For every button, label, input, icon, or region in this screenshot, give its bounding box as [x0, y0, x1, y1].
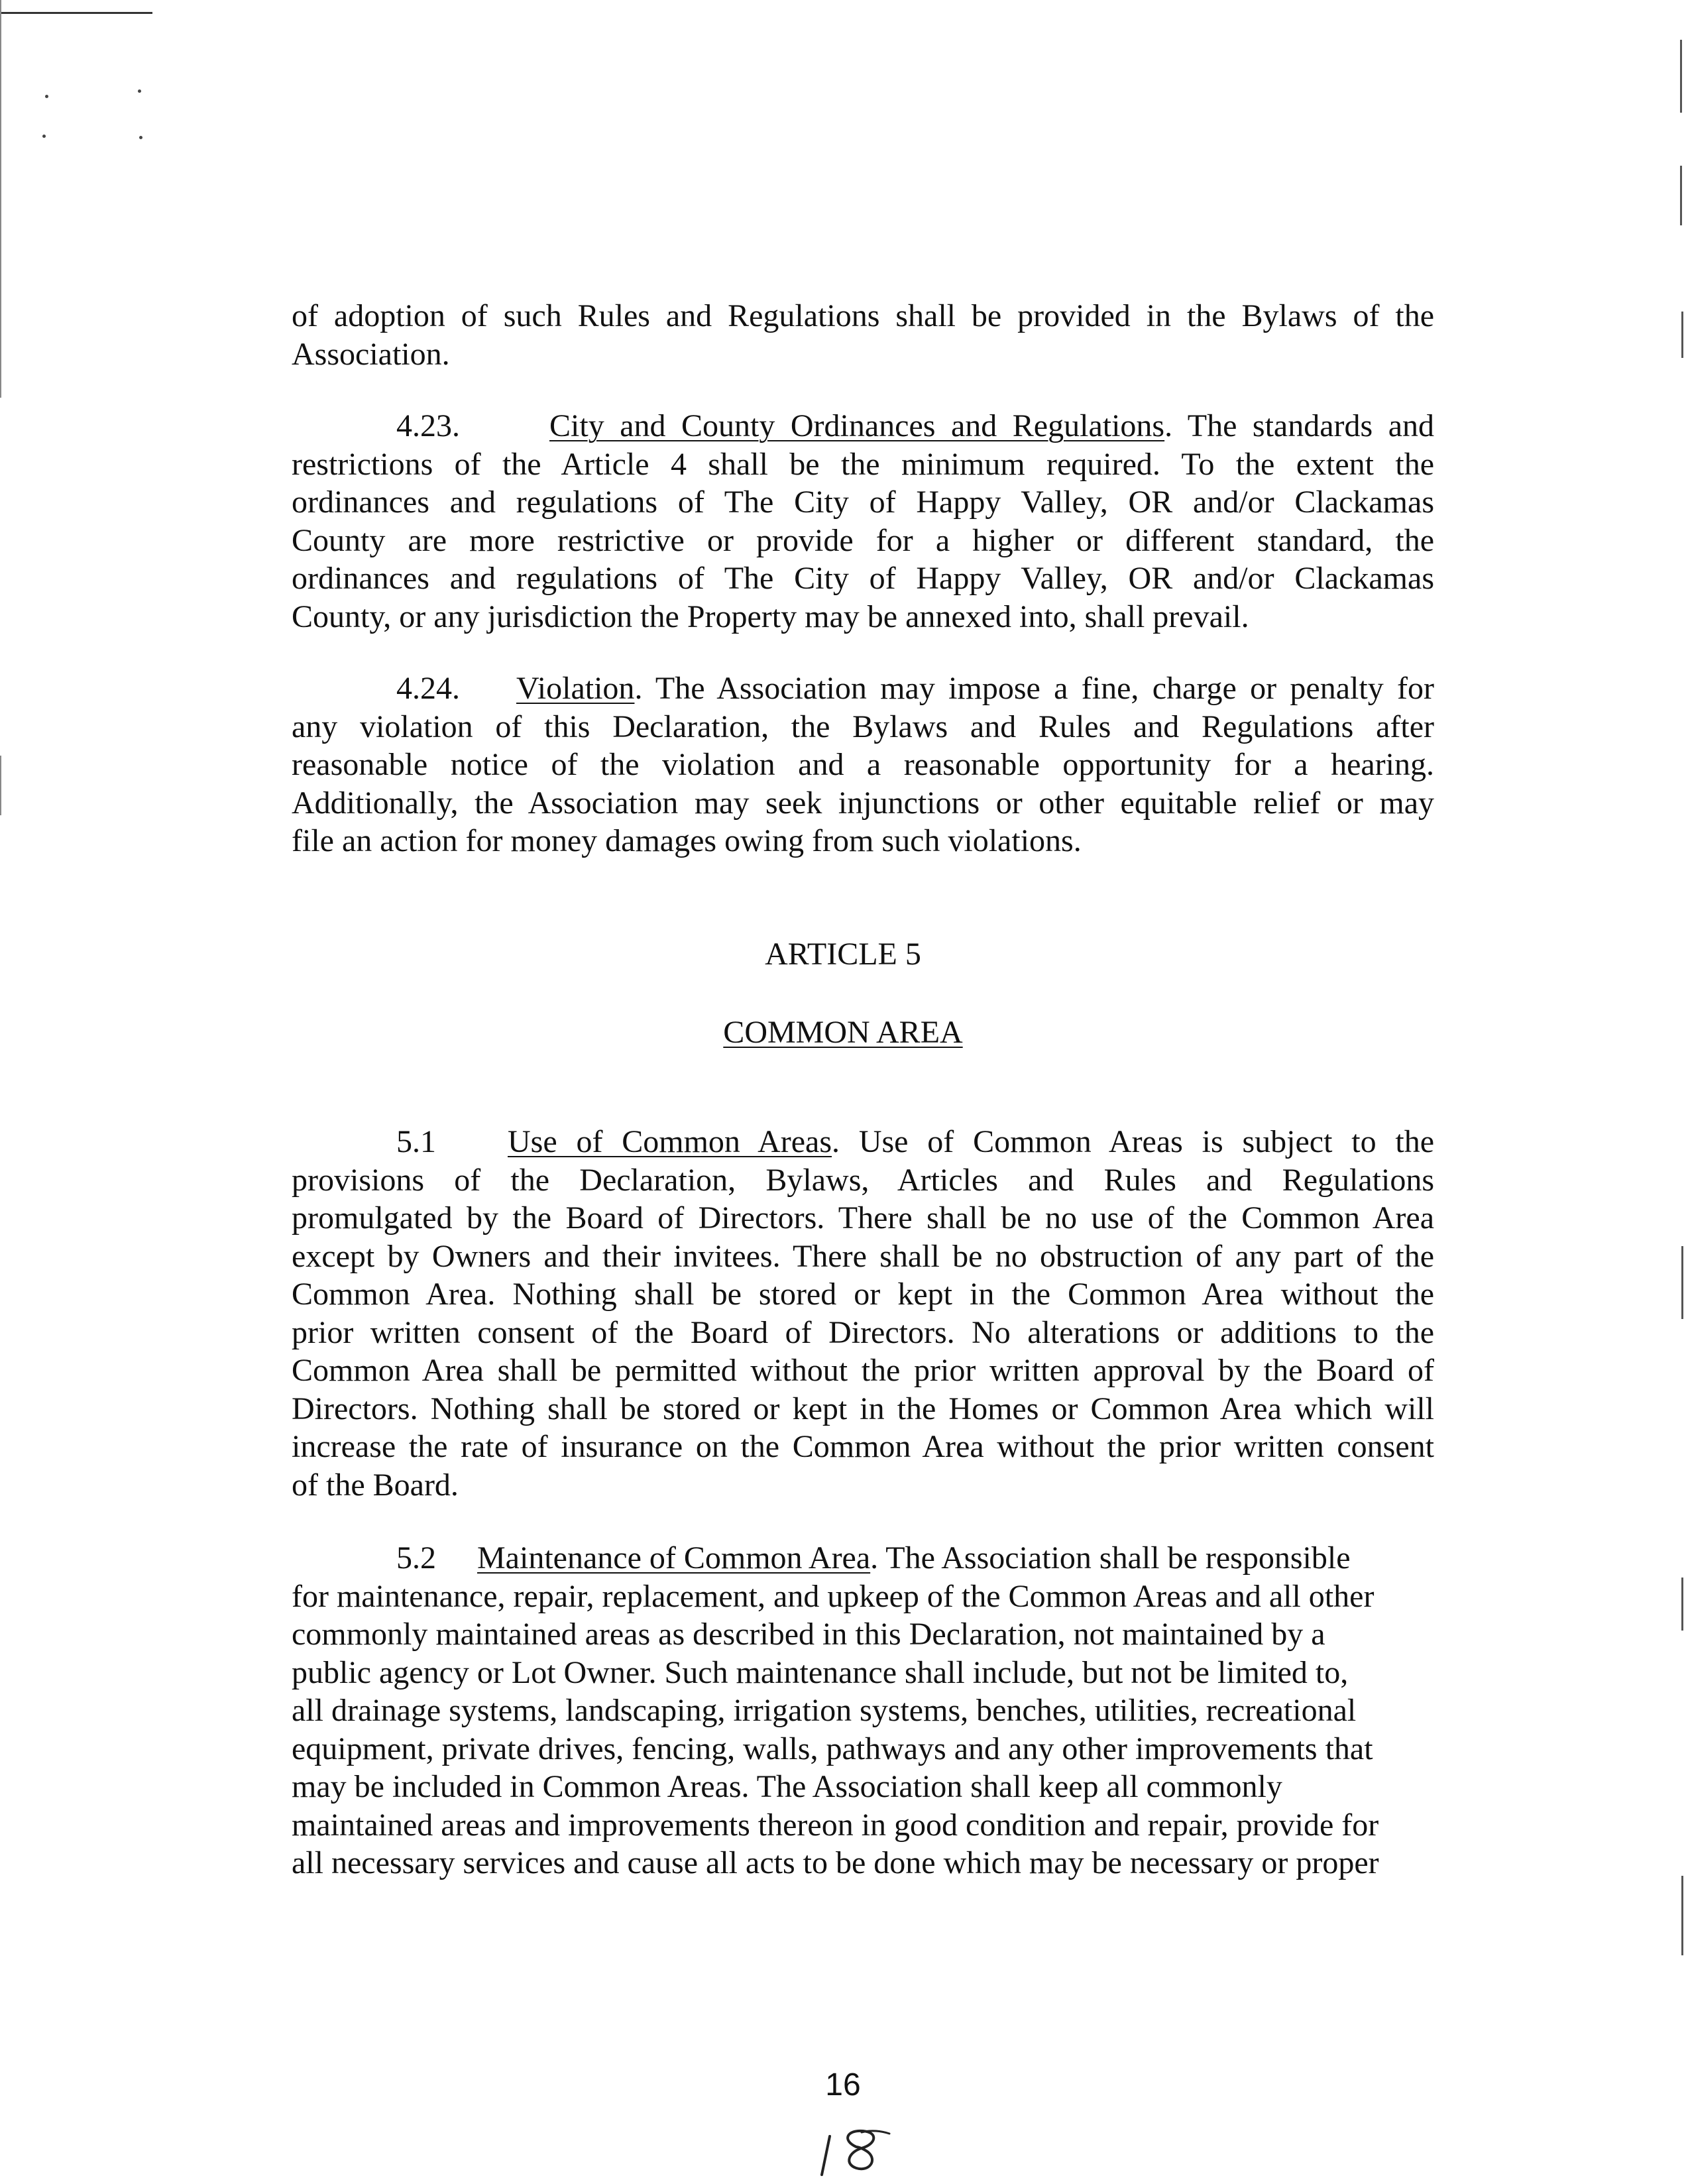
paragraph-line: Common Area. Nothing shall be stored or kept in the Common Area without the — [292, 1277, 1434, 1312]
paragraph-line: County, or any jurisdiction the Property may be annexed into, shall prevail. — [292, 599, 1249, 634]
paragraph-line: equipment, private drives, fencing, walls, pathways and any other improvements that — [292, 1731, 1373, 1766]
section-first-line-text: . Use of Common Areas is subject to the — [832, 1124, 1435, 1159]
paragraph-line: Directors. Nothing shall be stored or kept in the Homes or Common Area which will — [292, 1391, 1434, 1426]
section-number: 4.24. — [396, 671, 460, 706]
page-number: 16 — [825, 2067, 861, 2102]
section-first-line — [292, 1123, 1434, 1161]
section-4-23 — [292, 407, 1434, 636]
paragraph-line: ordinances and regulations of The City of Happy Valley, OR and/or Clackamas — [292, 561, 1434, 596]
section-first-line — [292, 669, 1434, 708]
scan-artifact-edge-mark — [1680, 40, 1682, 113]
paragraph-line: for maintenance, repair, replacement, and upkeep of the Common Areas and all other — [292, 1578, 1375, 1614]
section-first-line-text: . The Association may impose a fine, charge or penalty for — [634, 671, 1434, 706]
section-5-1 — [292, 1123, 1434, 1504]
paragraph-line: all drainage systems, landscaping, irrigation systems, benches, utilities, recreational — [292, 1693, 1357, 1728]
article-subheading — [0, 1014, 1686, 1051]
scan-artifact-edge-mark — [1681, 1246, 1683, 1319]
paragraph-line: all necessary services and cause all acts to be done which may be necessary or proper — [292, 1845, 1379, 1880]
scan-artifact-left-edge — [0, 0, 1, 398]
scan-artifact-edge-mark — [1680, 166, 1682, 225]
paragraph-line: may be included in Common Areas. The Association shall keep all commonly — [292, 1769, 1282, 1804]
section-number: 5.2 — [396, 1540, 436, 1576]
paragraph-line: County are more restrictive or provide for a higher or different standard, the — [292, 522, 1434, 558]
section-title: City and County Ordinances and Regulations — [549, 408, 1165, 443]
section-first-line — [292, 1539, 1434, 1578]
paragraph-line: provisions of the Declaration, Bylaws, Articles and Rules and Regulations — [292, 1162, 1434, 1198]
section-title: Maintenance of Common Area — [477, 1540, 871, 1576]
scan-artifact-edge-mark — [1681, 1876, 1683, 1955]
continuation-paragraph — [292, 297, 1434, 373]
paragraph-line: of the Board. — [292, 1467, 459, 1503]
paragraph-line: ordinances and regulations of The City of Happy Valley, OR and/or Clackamas — [292, 485, 1434, 520]
handwritten-page-mark — [815, 2124, 895, 2177]
section-5-2 — [292, 1539, 1434, 1882]
scan-speck — [139, 136, 142, 139]
paragraph-line: prior written consent of the Board of Directors. No alterations or additions to the — [292, 1314, 1434, 1350]
article-heading: ARTICLE 5 — [765, 937, 921, 972]
paragraph-line: any violation of this Declaration, the Bylaws and Rules and Regulations after — [292, 709, 1434, 744]
paragraph-line: Additionally, the Association may seek injunctions or other equitable relief or may — [292, 785, 1434, 821]
section-first-line-text: . The standards and — [1164, 408, 1434, 443]
scan-speck — [45, 95, 48, 98]
paragraph-line: reasonable notice of the violation and a reasonable opportunity for a hearing. — [292, 747, 1434, 782]
scan-speck — [138, 89, 141, 93]
paragraph-line: of adoption of such Rules and Regulations shall be provided in the Bylaws of the — [292, 298, 1434, 333]
paragraph-line: Common Area shall be permitted without the prior written approval by the Board of — [292, 1353, 1434, 1388]
paragraph-line: file an action for money damages owing from such violations. — [292, 823, 1082, 858]
scan-artifact-edge-mark — [1681, 312, 1683, 358]
section-title: Use of Common Areas — [508, 1124, 832, 1159]
paragraph-line: Association. — [292, 336, 450, 372]
section-number: 4.23. — [396, 408, 460, 443]
article-subheading-text: COMMON AREA — [723, 1015, 963, 1050]
section-first-line-text: . The Association shall be responsible — [870, 1540, 1351, 1576]
paragraph-line: commonly maintained areas as described in this Declaration, not maintained by a — [292, 1617, 1325, 1652]
scan-artifact-top-line — [0, 12, 152, 14]
section-4-24 — [292, 669, 1434, 860]
section-number: 5.1 — [396, 1124, 436, 1159]
section-title: Violation — [516, 671, 635, 706]
paragraph-line: public agency or Lot Owner. Such maintenance shall include, but not be limited to, — [292, 1654, 1349, 1690]
paragraph-line: promulgated by the Board of Directors. There shall be no use of the Common Area — [292, 1200, 1434, 1236]
scan-speck — [42, 135, 46, 138]
paragraph-line: restrictions of the Article 4 shall be the minimum required. To the extent the — [292, 446, 1434, 482]
section-first-line — [292, 407, 1434, 445]
scan-artifact-edge-mark — [1681, 1578, 1683, 1631]
paragraph-line: maintained areas and improvements thereon in good condition and repair, provide for — [292, 1807, 1379, 1843]
paragraph-line: except by Owners and their invitees. There shall be no obstruction of any part of the — [292, 1238, 1434, 1274]
scan-artifact-left-edge — [0, 756, 1, 815]
paragraph-line: increase the rate of insurance on the Common Area without the prior written consent — [292, 1429, 1434, 1464]
